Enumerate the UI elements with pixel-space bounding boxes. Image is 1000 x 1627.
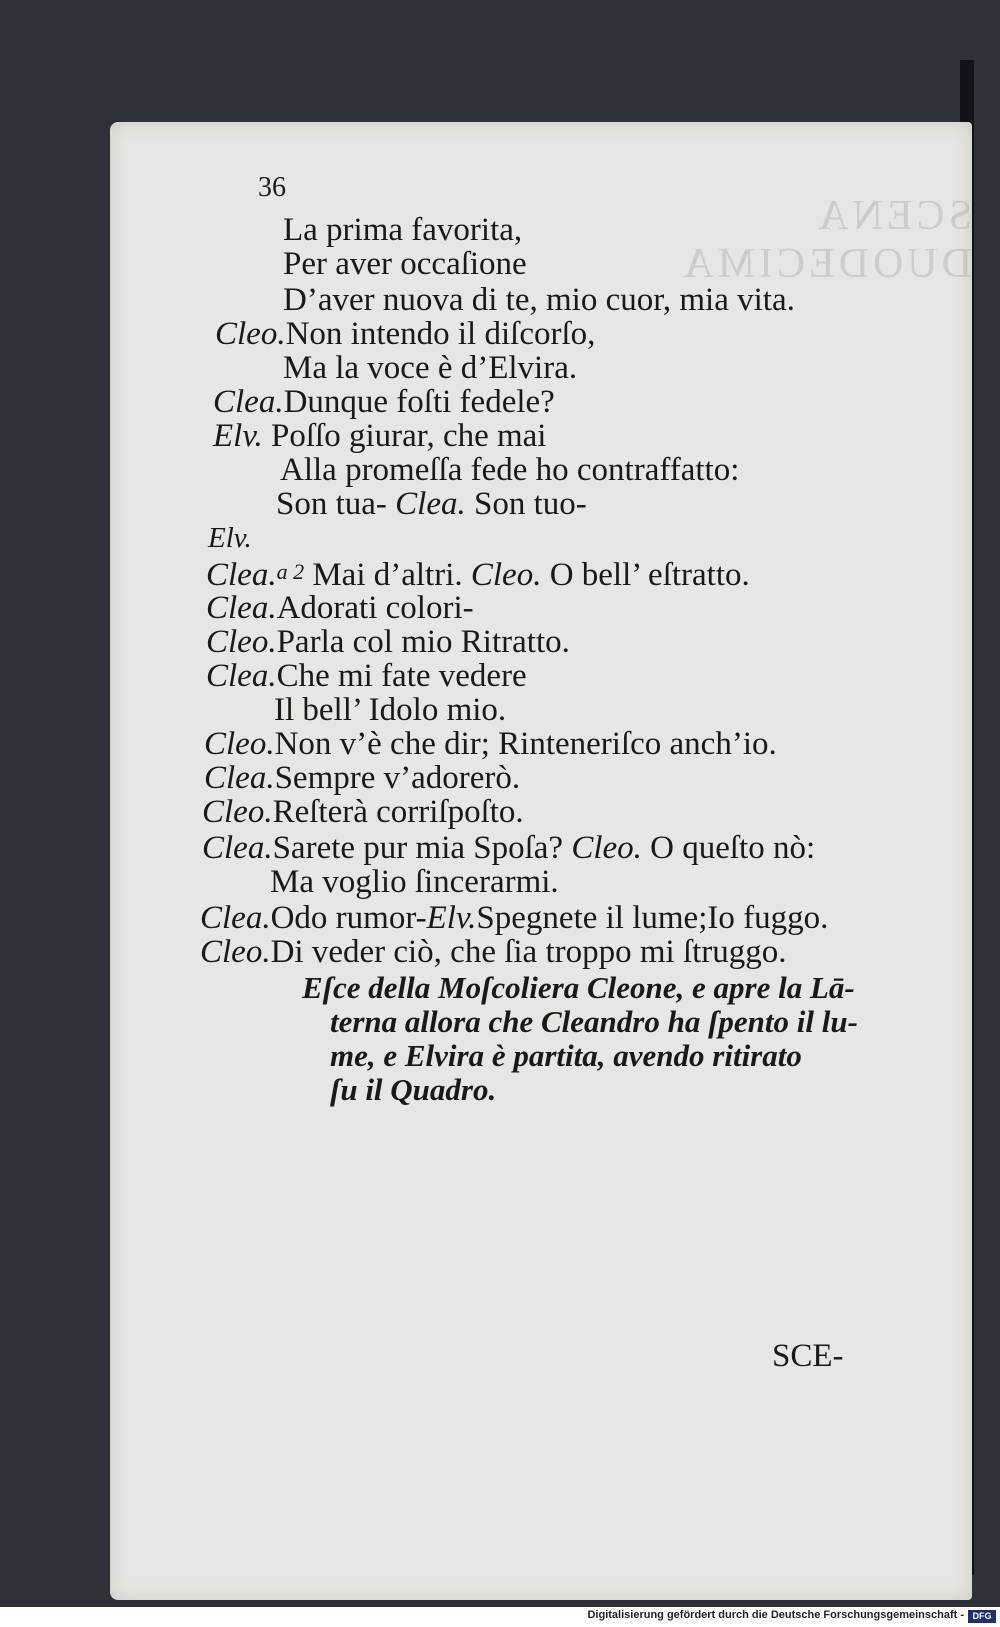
- dfg-logo: DFG: [968, 1610, 996, 1623]
- verse-line: Ma voglio ſincerarmi.: [270, 864, 559, 900]
- speaker-label: Clea.: [200, 900, 271, 936]
- catchword: SCE-: [772, 1338, 844, 1374]
- verse-line: Son tua- Clea. Son tuo-: [276, 486, 587, 522]
- speaker-label: Cleo.: [470, 557, 542, 593]
- speaker-label: Cleo.: [204, 726, 275, 762]
- verse-line: Cleo.Non intendo il diſcorſo,: [215, 316, 596, 352]
- speaker-label: Elv.: [426, 900, 477, 936]
- verse-line: Clea.Dunque foſti fedele?: [213, 384, 555, 420]
- verse-line: Clea.Adorati colori-: [206, 590, 474, 626]
- speaker-label: Clea.: [206, 590, 277, 626]
- speaker-label: Cleo.: [202, 794, 273, 830]
- speaker-label: Cleo.: [200, 934, 271, 970]
- speaker-label: Cleo.: [215, 316, 286, 352]
- verse-line: Clea.Sarete pur mia Spoſa? Cleo. O queſto nò:: [202, 830, 816, 866]
- speaker-label: Clea.: [202, 830, 273, 866]
- speaker-label: Clea.: [395, 486, 466, 522]
- verse-line: Cleo.Non v’è che dir; Rinteneriſco anch’io.: [204, 726, 777, 762]
- verse-line: Elv. Poſſo giurar, che mai: [213, 418, 547, 454]
- speaker-label: Clea.: [206, 557, 277, 593]
- verse-line: Clea.Odo rumor-Elv.Spegnete il lume;Io fuggo.: [200, 900, 829, 936]
- verse-line: Cleo.Reſterà corriſpoſto.: [202, 794, 524, 830]
- verse-line: Ma la voce è d’Elvira.: [283, 350, 578, 386]
- verse-line: Il bell’ Idolo mio.: [274, 692, 507, 728]
- speaker-label: Clea.: [213, 384, 284, 420]
- verse-line: Cleo.Parla col mio Ritratto.: [206, 624, 570, 660]
- speaker-label-top: Elv.: [208, 522, 252, 554]
- stage-direction-line: ſu il Quadro.: [330, 1072, 497, 1107]
- verse-line: Clea.Che mi fate vedere: [206, 658, 527, 694]
- verse-line: Clea.Sempre v’adorerò.: [204, 760, 521, 796]
- verse-line: Cleo.Di veder ciò, che ſia troppo mi ſtruggo.: [200, 934, 787, 970]
- verse-line: La prima favorita,: [283, 212, 523, 248]
- verse-line: Per aver occaſione: [283, 246, 527, 282]
- speaker-label: Clea.: [204, 760, 275, 796]
- speaker-label: Cleo.: [571, 830, 642, 866]
- stage-direction-line: me, e Elvira è partita, avendo ritirato: [330, 1038, 802, 1073]
- stage-direction-line: terna allora che Cleandro ha ſpento il lu-: [330, 1004, 858, 1039]
- speaker-label: Clea.: [206, 658, 277, 694]
- verse-line: D’aver nuova di te, mio cuor, mia vita.: [283, 282, 795, 318]
- verse-line: Alla promeſſa fede ho contraffatto:: [280, 452, 740, 488]
- verse-line: Clea.a 2 Mai d’altri. Cleo. O bell’ eſtratto.: [206, 557, 750, 593]
- footer-bar: [0, 1607, 1000, 1627]
- page-number: 36: [258, 172, 286, 203]
- speaker-label: Elv.: [213, 418, 263, 454]
- duet-marker: a 2: [276, 559, 305, 584]
- speaker-label: Cleo.: [206, 624, 277, 660]
- footer-credit: Digitalisierung gefördert durch die Deutsche Forschungsgemeinschaft -: [587, 1609, 964, 1621]
- stage-direction-line: Eſce della Moſcoliera Cleone, e apre la Lā-: [302, 970, 855, 1005]
- bleed-through-heading: SCENA DUODECIMA: [679, 193, 972, 287]
